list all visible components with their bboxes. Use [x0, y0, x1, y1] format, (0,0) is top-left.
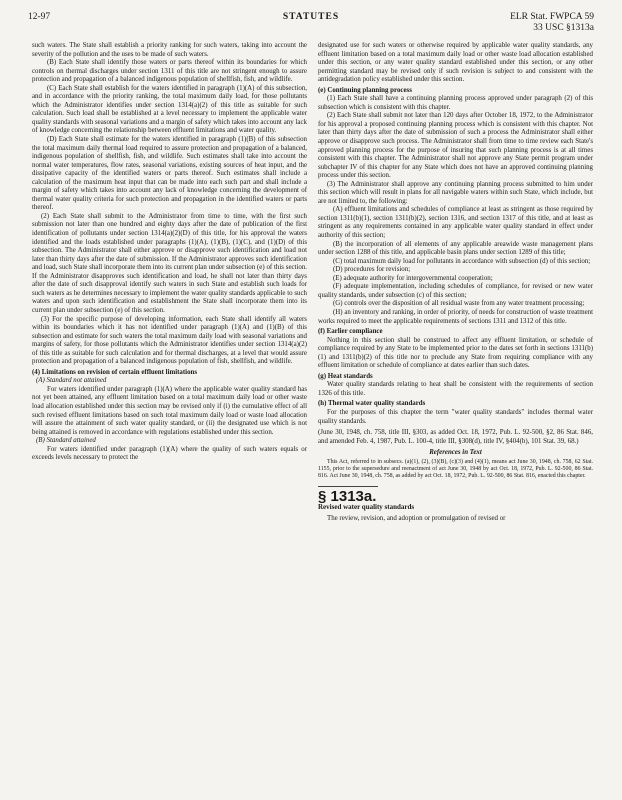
- right-paragraph: For the purposes of this chapter the term "water quality standards" includes thermal water quality standards.: [318, 408, 593, 425]
- left-paragraph: (2) Each State shall submit to the Administrator from time to time, with the first such submission not later than one hundred and eighty days after the date of publication of the first identification of pollutants under section 1314(a)(2)(D) of this title, for his approval the waters identified and the loads established under paragraphs (1)(A), (1)(B), (1)(C), and (1)(D) of this subsection. The Administrator shall either approve or disapprove such identification and load not later than thirty days after the date of submission. If the Administrator approves such identification and load, such State shall incorporate them into its current plan under subsection (e) of this section. If the Administrator disapproves such identification and load, he shall not later than thirty days after the date of such disapproval identify such waters in such State and establish such loads for such waters as he determines necessary to implement the water quality standards applicable to such waters and upon such identification and establishment the State shall incorporate them into its current plan under subsection (e) of this section.: [32, 212, 307, 314]
- references-heading: References in Text: [429, 449, 482, 457]
- citation-line-2: 33 USC §1313a: [533, 23, 594, 33]
- left-paragraph: For waters identified under paragraph (1)(A) where the quality of such waters equals or exceeds levels necessary to protect the: [32, 445, 307, 462]
- right-paragraph: (June 30, 1948, ch. 758, title III, §303, as added Oct. 18, 1972, Pub. L. 92-500, §2, 86 Stat. 846, and amended Feb. 4, 1987, Pub. L. 100-4, title III, §308(d), title IV, §404(b), 101 Stat. 39, 68.): [318, 429, 593, 445]
- left-paragraph: (B) Each State shall identify those waters or parts thereof within its boundaries for which controls on thermal discharges under section 1311 of this title are not stringent enough to assure protection and propagation of a balanced indigenous population of shellfish, fish, and wildlife.: [32, 59, 307, 84]
- right-paragraph: (h) Thermal water quality standards: [318, 400, 426, 408]
- running-title: STATUTES: [282, 12, 340, 22]
- left-paragraph: (4) Limitations on revision of certain effluent limitations: [32, 368, 198, 376]
- left-paragraph: (D) Each State shall estimate for the waters identified in paragraph (1)(B) of this subsection the total maximum daily thermal load required to assure protection and propagation of a balanced, indigenous population of shellfish, fish, and wildlife. Such estimates shall take into account the normal water temperatures, flow rates, seasonal variations, existing sources of heat input, and the dissipative capacity of the identified waters or parts thereof. Such estimates shall include a calculation of the maximum heat input that can be made into each such part and shall include a margin of safety which takes into account any lack of knowledge concerning the development of thermal water quality criteria for such protection and propagation in the identified waters or parts thereof.: [32, 136, 307, 212]
- left-paragraph: For waters identified under paragraph (1)(A) where the applicable water quality standard has not yet been attained, any effluent limitation based on a total maximum daily load or other waste load allocation established under this section may be revised only if (i) the cumulative effect of all such revised effluent limitations based on such total maximum daily load or waste load allocation will assure the attainment of such water quality standard, or (ii) the designated use which is not being attained is removed in accordance with regulations established under this section.: [32, 385, 307, 436]
- section-text: The review, revision, and adoption or promulgation of revised or: [327, 514, 506, 522]
- left-paragraph: (C) Each State shall establish for the waters identified in paragraph (1)(A) of this subsection, and in accordance with the priority ranking, the total maximum daily load, for those pollutants which the Administrator identifies under section 1314(a)(2) of this title as suitable for such calculation. Such load shall be established at a level necessary to implement the applicable water quality standards with seasonal variations and a margin of safety which takes into account any lack of knowledge concerning the relationship between effluent limitations and water quality.: [32, 84, 307, 135]
- page-date: 12-97: [28, 12, 51, 22]
- right-paragraph: (A) effluent limitations and schedules of compliance at least as stringent as those required by section 1311(b)(1), section 1311(b)(2), section 1316, and section 1317 of this title, and at least as stringent as any requirements contained in any applicable water quality standard in effect under authority of this section;: [318, 206, 593, 240]
- left-paragraph: (B) Standard attained: [36, 437, 96, 445]
- section-divider: [318, 486, 378, 487]
- section-number: § 1313a.: [318, 487, 377, 505]
- right-column: [318, 42, 593, 792]
- right-paragraph: (3) The Administrator shall approve any continuing planning process submitted to him under this section which will result in plans for all navigable waters within such State, which include, but are not limited to, the following:: [318, 180, 593, 205]
- right-paragraph: (e) Continuing planning process: [318, 86, 412, 94]
- section-caption: Revised water quality standards: [318, 503, 415, 512]
- references-text: This Act, referred to in subsecs. (a)(1), (2), (3)(B), (c)(3) and (4)(1), means act June 30, 1948, ch. 758, 62 Stat. 1155, prior to the supersedure and reenactment of act June 30, 1948 by act Oct. 18, 1972, Pub. L. 92-500, 86 Stat. 816. Act June 30, 1948, ch. 758, as added by act Oct. 18, 1972, Pub. L. 92-500, 86 Stat. 816, enacted this chapter.: [318, 458, 593, 480]
- left-column: [32, 42, 307, 792]
- right-column-body: [318, 42, 593, 446]
- right-paragraph: (G) controls over the disposition of all residual waste from any water treatment processing;: [333, 300, 585, 308]
- left-paragraph: (A) Standard not attained: [36, 377, 107, 385]
- right-paragraph: (D) procedures for revision;: [333, 266, 411, 274]
- right-paragraph: (B) the incorporation of all elements of any applicable areawide waste management plans under section 1288 of this title, and applicable basin plans under section 1289 of this title;: [318, 240, 593, 257]
- left-paragraph: (3) For the specific purpose of developing information, each State shall identify all waters within its boundaries which it has not identified under paragraph (1)(A) and (1)(B) of this subsection and estimate for such waters the total maximum daily load with seasonal variations and margins of safety, for those pollutants which the Administrator identifies under section 1314(a)(2) of this title as suitable for such calculation and for thermal discharges, at a level that would assure protection and propagation of a balanced indigenous population of fish, shellfish, and wildlife.: [32, 315, 307, 366]
- right-paragraph: designated use for such waters or otherwise required by applicable water quality standards, any effluent limitation based on a total maximum daily load or other waste load allocation established under this section, or any water quality standard established under this section, or any other permitting standard may be revised only if such revision is subject to and consistent with the antidegradation policy established under this section.: [318, 42, 593, 84]
- right-paragraph: (f) Earlier compliance: [318, 328, 383, 336]
- right-paragraph: (1) Each State shall have a continuing planning process approved under paragraph (2) of this subsection which is consistent with this chapter.: [318, 95, 593, 111]
- citation-header: [510, 12, 594, 34]
- citation-line-1: ELR Stat. FWPCA 59: [510, 12, 594, 22]
- right-paragraph: (2) Each State shall submit not later than 120 days after October 18, 1972, to the Administrator for his approval a proposed continuing planning process which is consistent with this chapter. Not later than thirty days after the date of submission of such a process the Administrator shall either approve or disapprove such process. The Administrator shall from time to time review each State's approved planning process for the purpose of insuring that such planning process is at all times consistent with this chapter. The Administrator shall not approve any State permit program under subchapter IV of this chapter for any State which does not have an approved continuing planning process under this section.: [318, 112, 593, 180]
- right-paragraph: (E) adequate authority for intergovernmental cooperation;: [333, 274, 493, 282]
- right-paragraph: (C) total maximum daily load for pollutants in accordance with subsection (d) of this section;: [333, 257, 591, 265]
- right-paragraph: Water quality standards relating to heat shall be consistent with the requirements of section 1326 of this title.: [318, 381, 593, 397]
- right-paragraph: (g) Heat standards: [318, 372, 373, 380]
- right-paragraph: (F) adequate implementation, including schedules of compliance, for revised or new water quality standards, under subsection (c) of this section;: [318, 283, 593, 299]
- left-paragraph: such waters. The State shall establish a priority ranking for such waters, taking into account the severity of the pollution and the uses to be made of such waters.: [32, 42, 307, 58]
- right-paragraph: Nothing in this section shall be construed to affect any effluent limitation, or schedule of compliance required by any State to be implemented prior to the dates set forth in sections 1311(b)(1) and 1311(b)(2) of this title nor to preclude any State from requiring compliance with any effluent limitation or schedule of compliance at dates earlier than such dates.: [318, 336, 593, 370]
- right-paragraph: (H) an inventory and ranking, in order of priority, of needs for construction of waste treatment works required to meet the applicable requirements of sections 1311 and 1312 of this title.: [318, 308, 593, 325]
